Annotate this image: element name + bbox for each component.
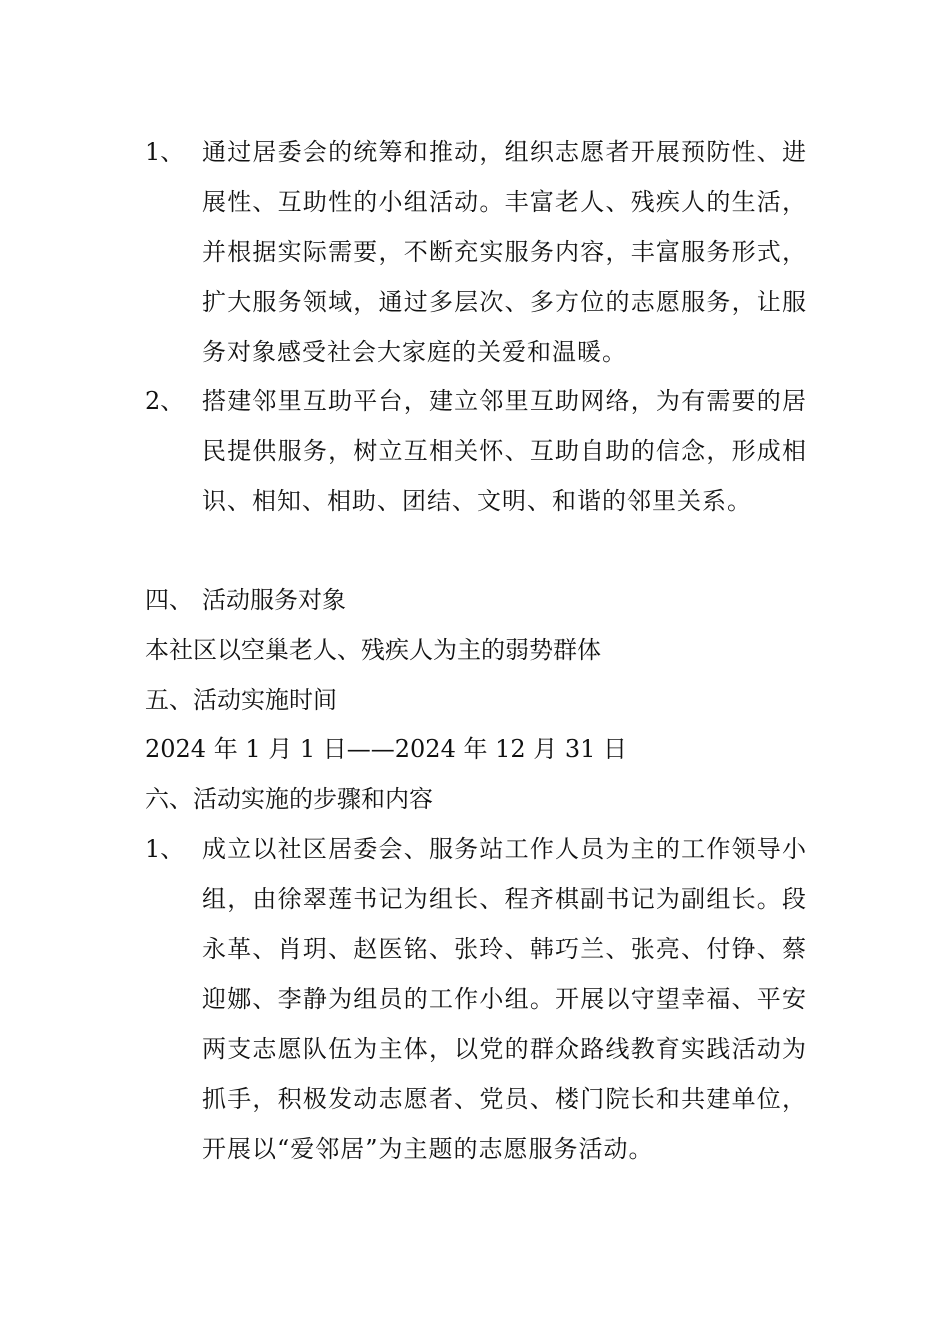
section-number: 四、 — [145, 586, 193, 614]
section-title: 活动服务对象 — [202, 586, 346, 614]
list-item — [145, 376, 810, 526]
section-heading: 六、活动实施的步骤和内容 — [145, 785, 433, 813]
paragraph: 本社区以空巢老人、残疾人为主的弱势群体 — [145, 636, 601, 664]
section-heading — [145, 575, 810, 625]
list-item-text: 搭建邻里互助平台，建立邻里互助网络，为有需要的居民提供服务，树立互相关怀、互助自助的信念，形成相识、相知、相助、团结、文明、和谐的邻里关系。 — [202, 387, 807, 515]
paragraph: 2024 年 1 月 1 日——2024 年 12 月 31 日 — [145, 735, 628, 763]
list-item-text: 成立以社区居委会、服务站工作人员为主的工作领导小组，由徐翠莲书记为组长、程齐棋副书记为副组长。段永革、肖玥、赵医铭、张玲、韩巧兰、张亮、付铮、蔡迎娜、李静为组员的工作小组。开展以守望幸福、平安两支志愿队伍为主体，以党的群众路线教育实践活动为抓手，积极发动志愿者、党员、楼门院长和共建单位，开展以“爱邻居”为主题的志愿服务活动。 — [202, 835, 807, 1163]
list-item — [145, 824, 810, 1174]
list-item — [145, 127, 810, 377]
list-number: 1、 — [145, 835, 185, 863]
list-item-text: 通过居委会的统筹和推动，组织志愿者开展预防性、进展性、互助性的小组活动。丰富老人、残疾人的生活，并根据实际需要，不断充实服务内容，丰富服务形式，扩大服务领域，通过多层次、多方位的志愿服务，让服务对象感受社会大家庭的关爱和温暖。 — [202, 138, 807, 366]
list-number: 2、 — [145, 387, 185, 415]
list-number: 1、 — [145, 138, 185, 166]
section-heading: 五、活动实施时间 — [145, 686, 337, 714]
